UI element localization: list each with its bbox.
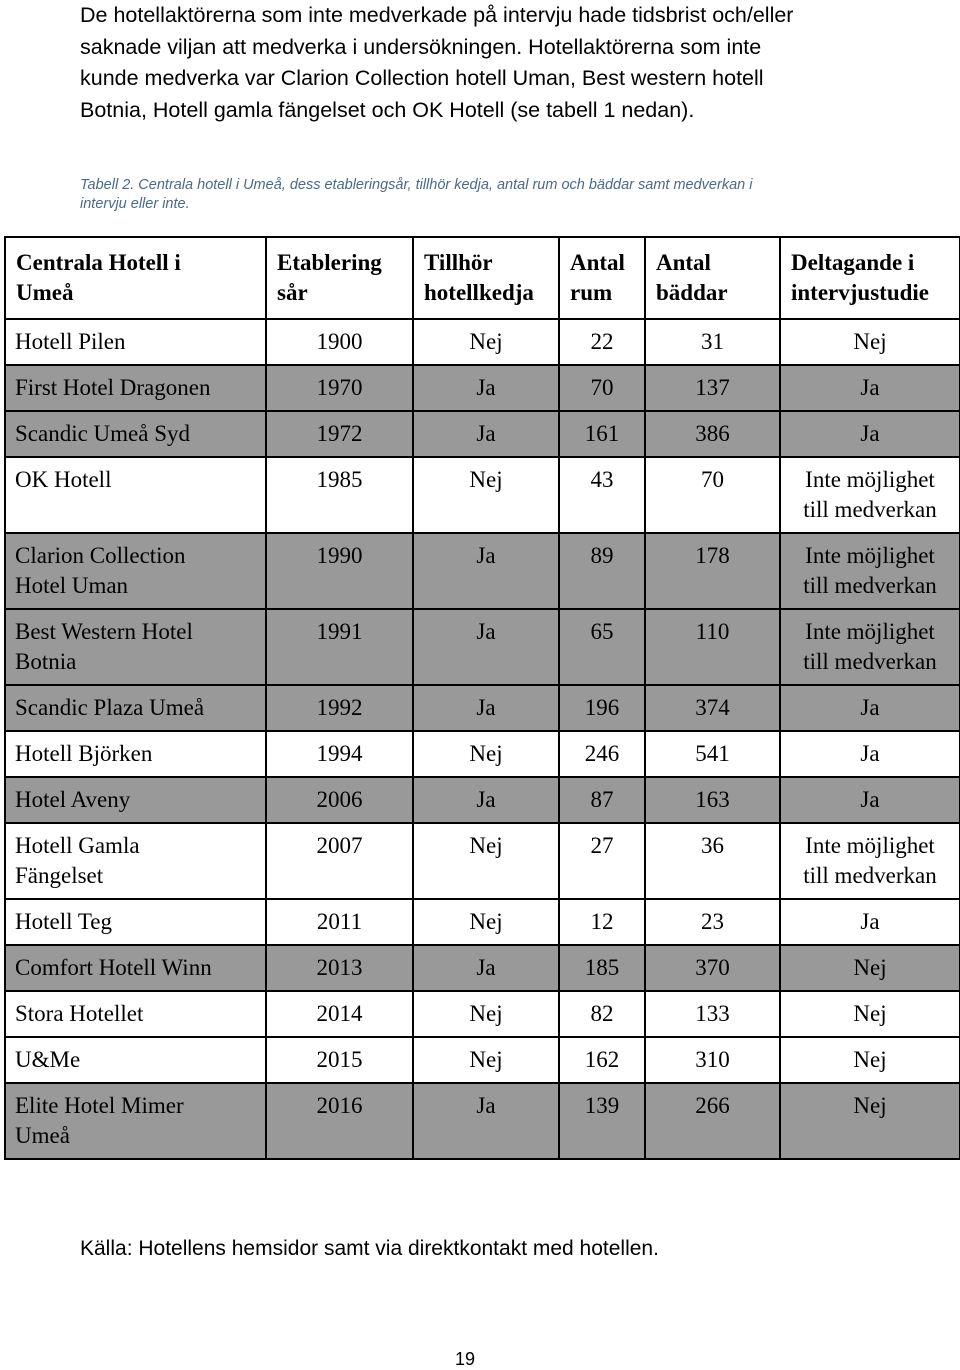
cell-chain: Nej	[413, 731, 559, 777]
cell-beds: 386	[645, 411, 780, 457]
header-hotel: Centrala Hotell i Umeå	[5, 237, 266, 319]
cell-beds: 70	[645, 457, 780, 533]
cell-beds: 541	[645, 731, 780, 777]
table-row	[5, 319, 960, 365]
hotel-table	[4, 236, 960, 1160]
cell-beds: 110	[645, 609, 780, 685]
table-row	[5, 1037, 960, 1083]
cell-hotel: First Hotel Dragonen	[5, 365, 266, 411]
cell-established: 2016	[266, 1083, 413, 1159]
source-note: Källa: Hotellens hemsidor samt via direktkontakt med hotellen.	[80, 1237, 659, 1260]
cell-beds: 137	[645, 365, 780, 411]
cell-hotel: Hotell Gamla Fängelset	[5, 823, 266, 899]
cell-beds: 31	[645, 319, 780, 365]
cell-chain: Nej	[413, 823, 559, 899]
cell-rooms: 82	[559, 991, 645, 1037]
cell-beds: 133	[645, 991, 780, 1037]
cell-hotel: Best Western Hotel Botnia	[5, 609, 266, 685]
table-row	[5, 945, 960, 991]
cell-chain: Ja	[413, 609, 559, 685]
cell-beds: 266	[645, 1083, 780, 1159]
cell-chain: Ja	[413, 777, 559, 823]
cell-participation: Ja	[780, 685, 960, 731]
cell-established: 1972	[266, 411, 413, 457]
header-rooms: Antal rum	[559, 237, 645, 319]
cell-chain: Nej	[413, 1037, 559, 1083]
intro-paragraph	[80, 0, 880, 126]
cell-participation: Inte möjlighet till medverkan	[780, 457, 960, 533]
cell-chain: Ja	[413, 365, 559, 411]
cell-chain: Nej	[413, 991, 559, 1037]
cell-rooms: 43	[559, 457, 645, 533]
table-row	[5, 365, 960, 411]
intro-line: saknade viljan att medverka i undersökningen. Hotellaktörerna som inte	[80, 34, 762, 59]
table-caption	[80, 176, 860, 214]
cell-hotel: Hotell Björken	[5, 731, 266, 777]
cell-established: 2015	[266, 1037, 413, 1083]
cell-beds: 36	[645, 823, 780, 899]
cell-beds: 310	[645, 1037, 780, 1083]
cell-chain: Ja	[413, 685, 559, 731]
cell-chain: Ja	[413, 1083, 559, 1159]
header-participation: Deltagande i intervjustudie	[780, 237, 960, 319]
cell-chain: Nej	[413, 899, 559, 945]
intro-line: De hotellaktörerna som inte medverkade på intervju hade tidsbrist och/eller	[80, 3, 794, 27]
cell-participation: Inte möjlighet till medverkan	[780, 823, 960, 899]
cell-established: 1970	[266, 365, 413, 411]
cell-established: 1900	[266, 319, 413, 365]
page-number: 19	[455, 1349, 476, 1369]
cell-rooms: 89	[559, 533, 645, 609]
cell-chain: Ja	[413, 533, 559, 609]
cell-participation: Nej	[780, 1037, 960, 1083]
cell-hotel: Hotel Aveny	[5, 777, 266, 823]
header-established: Etablering sår	[266, 237, 413, 319]
cell-participation: Ja	[780, 365, 960, 411]
cell-hotel: Hotell Teg	[5, 899, 266, 945]
cell-participation: Nej	[780, 991, 960, 1037]
cell-participation: Ja	[780, 411, 960, 457]
cell-established: 2011	[266, 899, 413, 945]
cell-hotel: Clarion Collection Hotel Uman	[5, 533, 266, 609]
cell-chain: Ja	[413, 411, 559, 457]
cell-rooms: 196	[559, 685, 645, 731]
cell-rooms: 87	[559, 777, 645, 823]
cell-participation: Inte möjlighet till medverkan	[780, 609, 960, 685]
cell-established: 2007	[266, 823, 413, 899]
table-row	[5, 731, 960, 777]
cell-hotel: U&Me	[5, 1037, 266, 1083]
cell-chain: Ja	[413, 945, 559, 991]
intro-line: kunde medverka var Clarion Collection hotell Uman, Best western hotell	[80, 66, 764, 90]
intro-line: Botnia, Hotell gamla fängelset och OK Hotell (se tabell 1 nedan).	[80, 97, 695, 122]
cell-rooms: 27	[559, 823, 645, 899]
cell-established: 1990	[266, 533, 413, 609]
cell-participation: Ja	[780, 777, 960, 823]
cell-beds: 23	[645, 899, 780, 945]
cell-rooms: 139	[559, 1083, 645, 1159]
cell-rooms: 162	[559, 1037, 645, 1083]
table-header-row	[5, 237, 960, 319]
cell-rooms: 161	[559, 411, 645, 457]
cell-hotel: Scandic Plaza Umeå	[5, 685, 266, 731]
cell-beds: 163	[645, 777, 780, 823]
cell-participation: Ja	[780, 731, 960, 777]
cell-established: 1992	[266, 685, 413, 731]
header-chain: Tillhör hotellkedja	[413, 237, 559, 319]
cell-participation: Ja	[780, 899, 960, 945]
cell-hotel: Hotell Pilen	[5, 319, 266, 365]
table-row	[5, 899, 960, 945]
header-beds: Antal bäddar	[645, 237, 780, 319]
table-row	[5, 411, 960, 457]
cell-rooms: 12	[559, 899, 645, 945]
cell-rooms: 185	[559, 945, 645, 991]
table-row	[5, 823, 960, 899]
cell-established: 1985	[266, 457, 413, 533]
table-row	[5, 1083, 960, 1159]
cell-established: 2013	[266, 945, 413, 991]
table-row	[5, 777, 960, 823]
caption-line: Tabell 2. Centrala hotell i Umeå, dess etableringsår, tillhör kedja, antal rum och bäddar samt medverkan i	[80, 177, 753, 193]
cell-hotel: Scandic Umeå Syd	[5, 411, 266, 457]
table-row	[5, 685, 960, 731]
cell-rooms: 22	[559, 319, 645, 365]
cell-rooms: 65	[559, 609, 645, 685]
table-row	[5, 457, 960, 533]
cell-established: 2006	[266, 777, 413, 823]
cell-chain: Nej	[413, 319, 559, 365]
cell-participation: Nej	[780, 945, 960, 991]
cell-beds: 374	[645, 685, 780, 731]
cell-hotel: OK Hotell	[5, 457, 266, 533]
cell-hotel: Comfort Hotell Winn	[5, 945, 266, 991]
cell-beds: 178	[645, 533, 780, 609]
caption-line: intervju eller inte.	[80, 196, 190, 212]
cell-established: 1991	[266, 609, 413, 685]
cell-hotel: Elite Hotel Mimer Umeå	[5, 1083, 266, 1159]
cell-established: 2014	[266, 991, 413, 1037]
table-row	[5, 609, 960, 685]
cell-participation: Nej	[780, 319, 960, 365]
cell-participation: Inte möjlighet till medverkan	[780, 533, 960, 609]
cell-beds: 370	[645, 945, 780, 991]
table-row	[5, 991, 960, 1037]
cell-established: 1994	[266, 731, 413, 777]
cell-hotel: Stora Hotellet	[5, 991, 266, 1037]
table-row	[5, 533, 960, 609]
cell-participation: Nej	[780, 1083, 960, 1159]
cell-chain: Nej	[413, 457, 559, 533]
cell-rooms: 70	[559, 365, 645, 411]
cell-rooms: 246	[559, 731, 645, 777]
